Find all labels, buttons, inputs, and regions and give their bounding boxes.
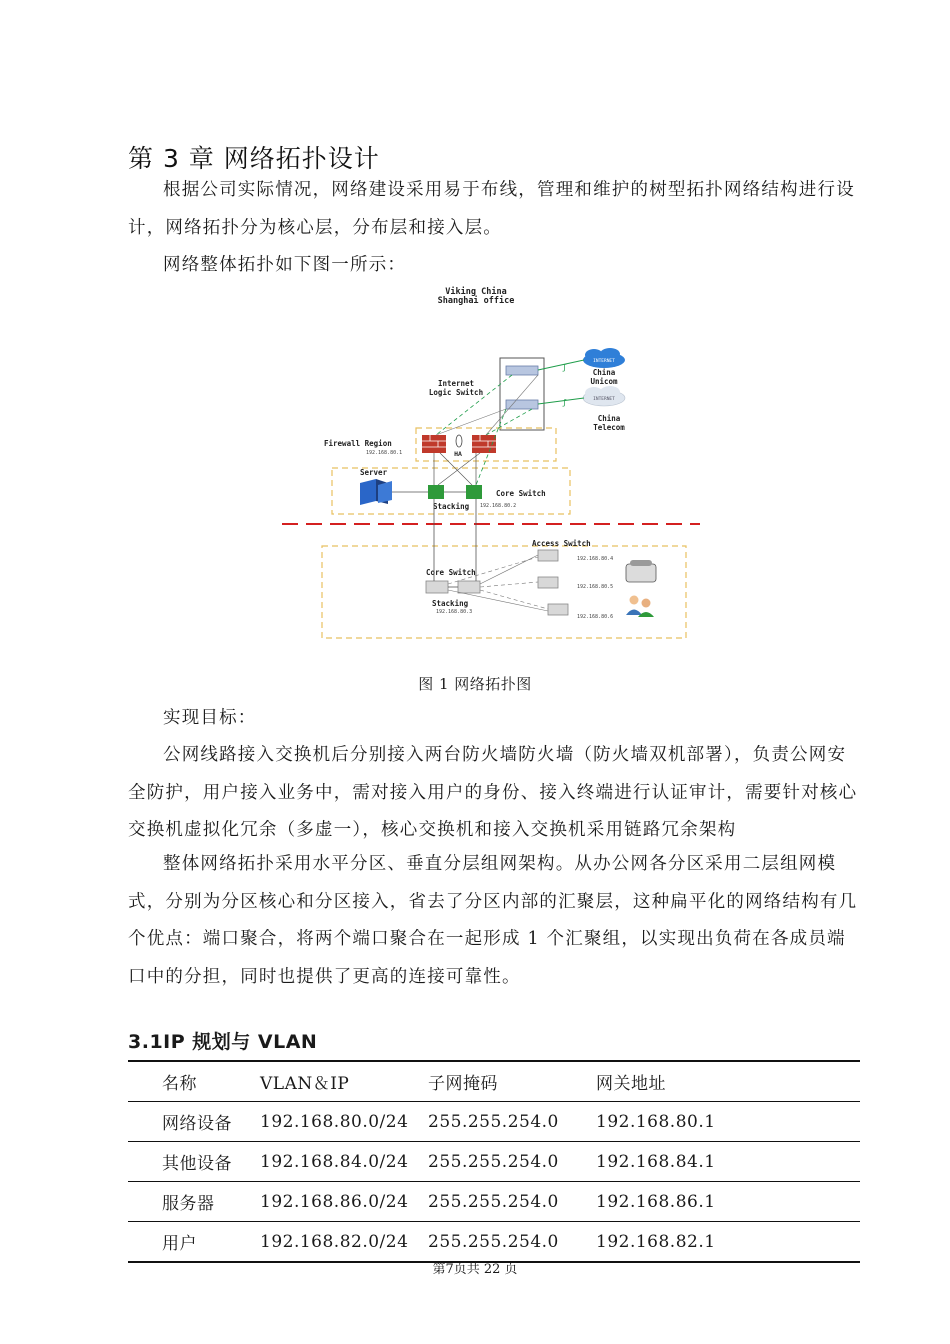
cell-vlan-ip: 192.168.80.0/24 <box>260 1111 409 1132</box>
cell-subnet-mask: 255.255.254.0 <box>428 1191 559 1212</box>
section-title: 3.1IP 规划与 VLAN <box>128 1030 318 1053</box>
header-subnet-mask: 子网掩码 <box>428 1074 498 1094</box>
cloud-label-telecom: INTERNET <box>593 397 615 402</box>
firewall-region-label: Firewall Region <box>324 439 392 448</box>
intro-paragraph: 根据公司实际情况，网络建设采用易于布线，管理和维护的树型拓扑网络结构进行设计，网络拓扑分为核心层，分布层和接入层。 <box>128 180 855 238</box>
router-icon <box>506 366 538 409</box>
cell-name: 服务器 <box>162 1194 215 1214</box>
svg-text:ʃ: ʃ <box>562 398 567 407</box>
figure-caption: 图 1 网络拓扑图 <box>418 675 532 693</box>
cell-gateway: 192.168.84.1 <box>596 1151 716 1172</box>
stacking-lower-label: Stacking <box>432 599 469 608</box>
cell-name: 其他设备 <box>162 1154 232 1174</box>
core-ip-upper: 192.168.80.2 <box>480 503 517 509</box>
goal-paragraph: 公网线路接入交换机后分别接入两台防火墙防火墙（防火墙双机部署），负责公网安全防护，用户接入业务中，需对接入用户的身份、接入终端进行认证审计，需要针对核心交换机虚拟化冗余（多虚一），核心交换机和接入交换机采用链路冗余架构 <box>128 745 858 840</box>
cell-subnet-mask: 255.255.254.0 <box>428 1231 559 1252</box>
architecture-paragraph: 整体网络拓扑采用水平分区、垂直分层组网架构。从办公网各分区采用二层组网模式，分别为分区核心和分区接入，省去了分区内部的汇聚层，这种扁平化的网络结构有几个优点：端口聚合，将两个端口聚合在一起形成 1 个汇聚组，以实现出负荷在各成员端口中的分担，同时也提供了更高的连接可靠性。 <box>128 854 858 987</box>
page-footer: 第7页共 22 页 <box>432 1262 518 1277</box>
core-switch-lower-label: Core Switch <box>426 568 476 577</box>
access-switch-label: Access Switch <box>532 539 591 548</box>
unicom-label-1: China <box>592 368 616 377</box>
cell-subnet-mask: 255.255.254.0 <box>428 1151 559 1172</box>
cell-gateway: 192.168.86.1 <box>596 1191 716 1212</box>
access-ip-1: 192.168.80.4 <box>577 556 614 562</box>
phone-icon <box>626 560 656 582</box>
server-icon <box>360 479 392 505</box>
table-row <box>128 1182 860 1222</box>
core-ip-lower: 192.168.80.3 <box>436 609 473 615</box>
header-name: 名称 <box>162 1074 197 1094</box>
table-row <box>128 1102 860 1142</box>
firewall-ip: 192.168.80.1 <box>366 450 403 456</box>
cell-name: 网络设备 <box>162 1114 232 1134</box>
cell-gateway: 192.168.80.1 <box>596 1111 716 1132</box>
cell-vlan-ip: 192.168.84.0/24 <box>260 1151 409 1172</box>
internet-switch-label-1: Internet <box>437 379 475 388</box>
access-ip-2: 192.168.80.5 <box>577 584 614 590</box>
svg-text:ʃ: ʃ <box>562 363 567 372</box>
users-icon <box>626 596 654 618</box>
cell-vlan-ip: 192.168.82.0/24 <box>260 1231 409 1252</box>
ip-vlan-table <box>128 1060 860 1263</box>
table-row <box>128 1142 860 1182</box>
header-vlan-ip: VLAN＆IP <box>260 1074 350 1094</box>
unicom-label-2: Unicom <box>590 377 618 386</box>
table-header-row <box>128 1061 860 1102</box>
chapter-title: 第 3 章 网络拓扑设计 <box>128 143 380 173</box>
stacking-upper-label: Stacking <box>433 502 470 511</box>
access-region-box <box>322 546 686 638</box>
figure-lead-paragraph: 网络整体拓扑如下图一所示： <box>163 255 407 275</box>
access-ip-3: 192.168.80.6 <box>577 614 614 620</box>
core-switch-upper-label: Core Switch <box>496 489 546 498</box>
diagram-title-line1: Viking China <box>445 287 507 297</box>
table-row <box>128 1222 860 1263</box>
cell-gateway: 192.168.82.1 <box>596 1231 716 1252</box>
telecom-label-1: China <box>597 414 621 423</box>
telecom-label-2: Telecom <box>593 423 625 432</box>
internet-switch-label-2: Logic Switch <box>428 388 484 397</box>
cell-subnet-mask: 255.255.254.0 <box>428 1111 559 1132</box>
server-label: Server <box>360 468 388 477</box>
goal-label: 实现目标： <box>163 708 257 728</box>
cell-name: 用户 <box>162 1234 197 1254</box>
ha-label: HA <box>454 450 462 458</box>
network-topology-diagram <box>280 278 700 648</box>
header-gateway: 网关地址 <box>596 1074 666 1094</box>
cloud-label-unicom: INTERNET <box>593 359 615 364</box>
cell-vlan-ip: 192.168.86.0/24 <box>260 1191 409 1212</box>
diagram-title-line2: Shanghai office <box>437 296 515 306</box>
